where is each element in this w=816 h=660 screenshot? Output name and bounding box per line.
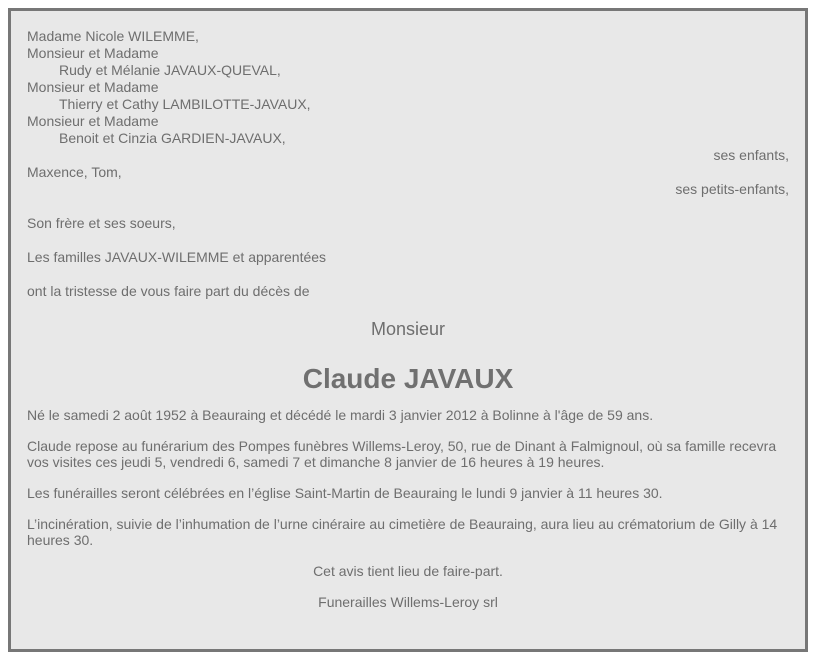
family-line-6: Monsieur et Madame [27, 113, 159, 129]
funeral-home-signature: Funerailles Willems-Leroy srl [318, 594, 498, 610]
grandchildren-names: Maxence, Tom, [27, 164, 122, 180]
family-line-3: Rudy et Mélanie JAVAUX-QUEVAL, [59, 62, 281, 78]
announcement-line: ont la tristesse de vous faire part du décès de [27, 283, 310, 299]
families-line: Les familles JAVAUX-WILEMME et apparentées [27, 249, 327, 265]
grandchildren-label: ses petits-enfants, [675, 181, 789, 197]
family-line-2: Monsieur et Madame [27, 45, 159, 61]
funeral-paragraph: Les funérailles seront célébrées en l’église Saint-Martin de Beauraing le lundi 9 janvier à 11 heures 30. [27, 485, 663, 501]
deceased-name: Claude JAVAUX [302, 363, 514, 394]
deceased-honorific: Monsieur [370, 319, 446, 339]
birth-death-paragraph: Né le samedi 2 août 1952 à Beauraing et décédé le mardi 3 janvier 2012 à Bolinne à l'âge de 59 ans. [27, 407, 654, 423]
children-label: ses enfants, [713, 147, 789, 163]
family-line-5: Thierry et Cathy LAMBILOTTE-JAVAUX, [59, 96, 311, 112]
notice-content [27, 28, 789, 610]
family-line-1: Madame Nicole WILEMME, [27, 28, 199, 44]
siblings-line: Son frère et ses soeurs, [27, 215, 176, 231]
family-line-4: Monsieur et Madame [27, 79, 159, 95]
death-notice-card [8, 8, 808, 652]
visitation-paragraph: Claude repose au funérarium des Pompes funèbres Willems-Leroy, 50, rue de Dinant à Falmignoul, où sa famille recevra vos visites ces jeudi 5, vendredi 6, samedi 7 et dimanche 8 janvier de 16 heures à 19 heures. [27, 438, 777, 470]
family-line-7: Benoit et Cinzia GARDIEN-JAVAUX, [59, 130, 286, 146]
notice-disclaimer: Cet avis tient lieu de faire-part. [313, 563, 503, 579]
cremation-paragraph: L’incinération, suivie de l’inhumation de l’urne cinéraire au cimetière de Beauraing, aura lieu au crématorium de Gilly à 14 heures 30. [27, 516, 778, 548]
